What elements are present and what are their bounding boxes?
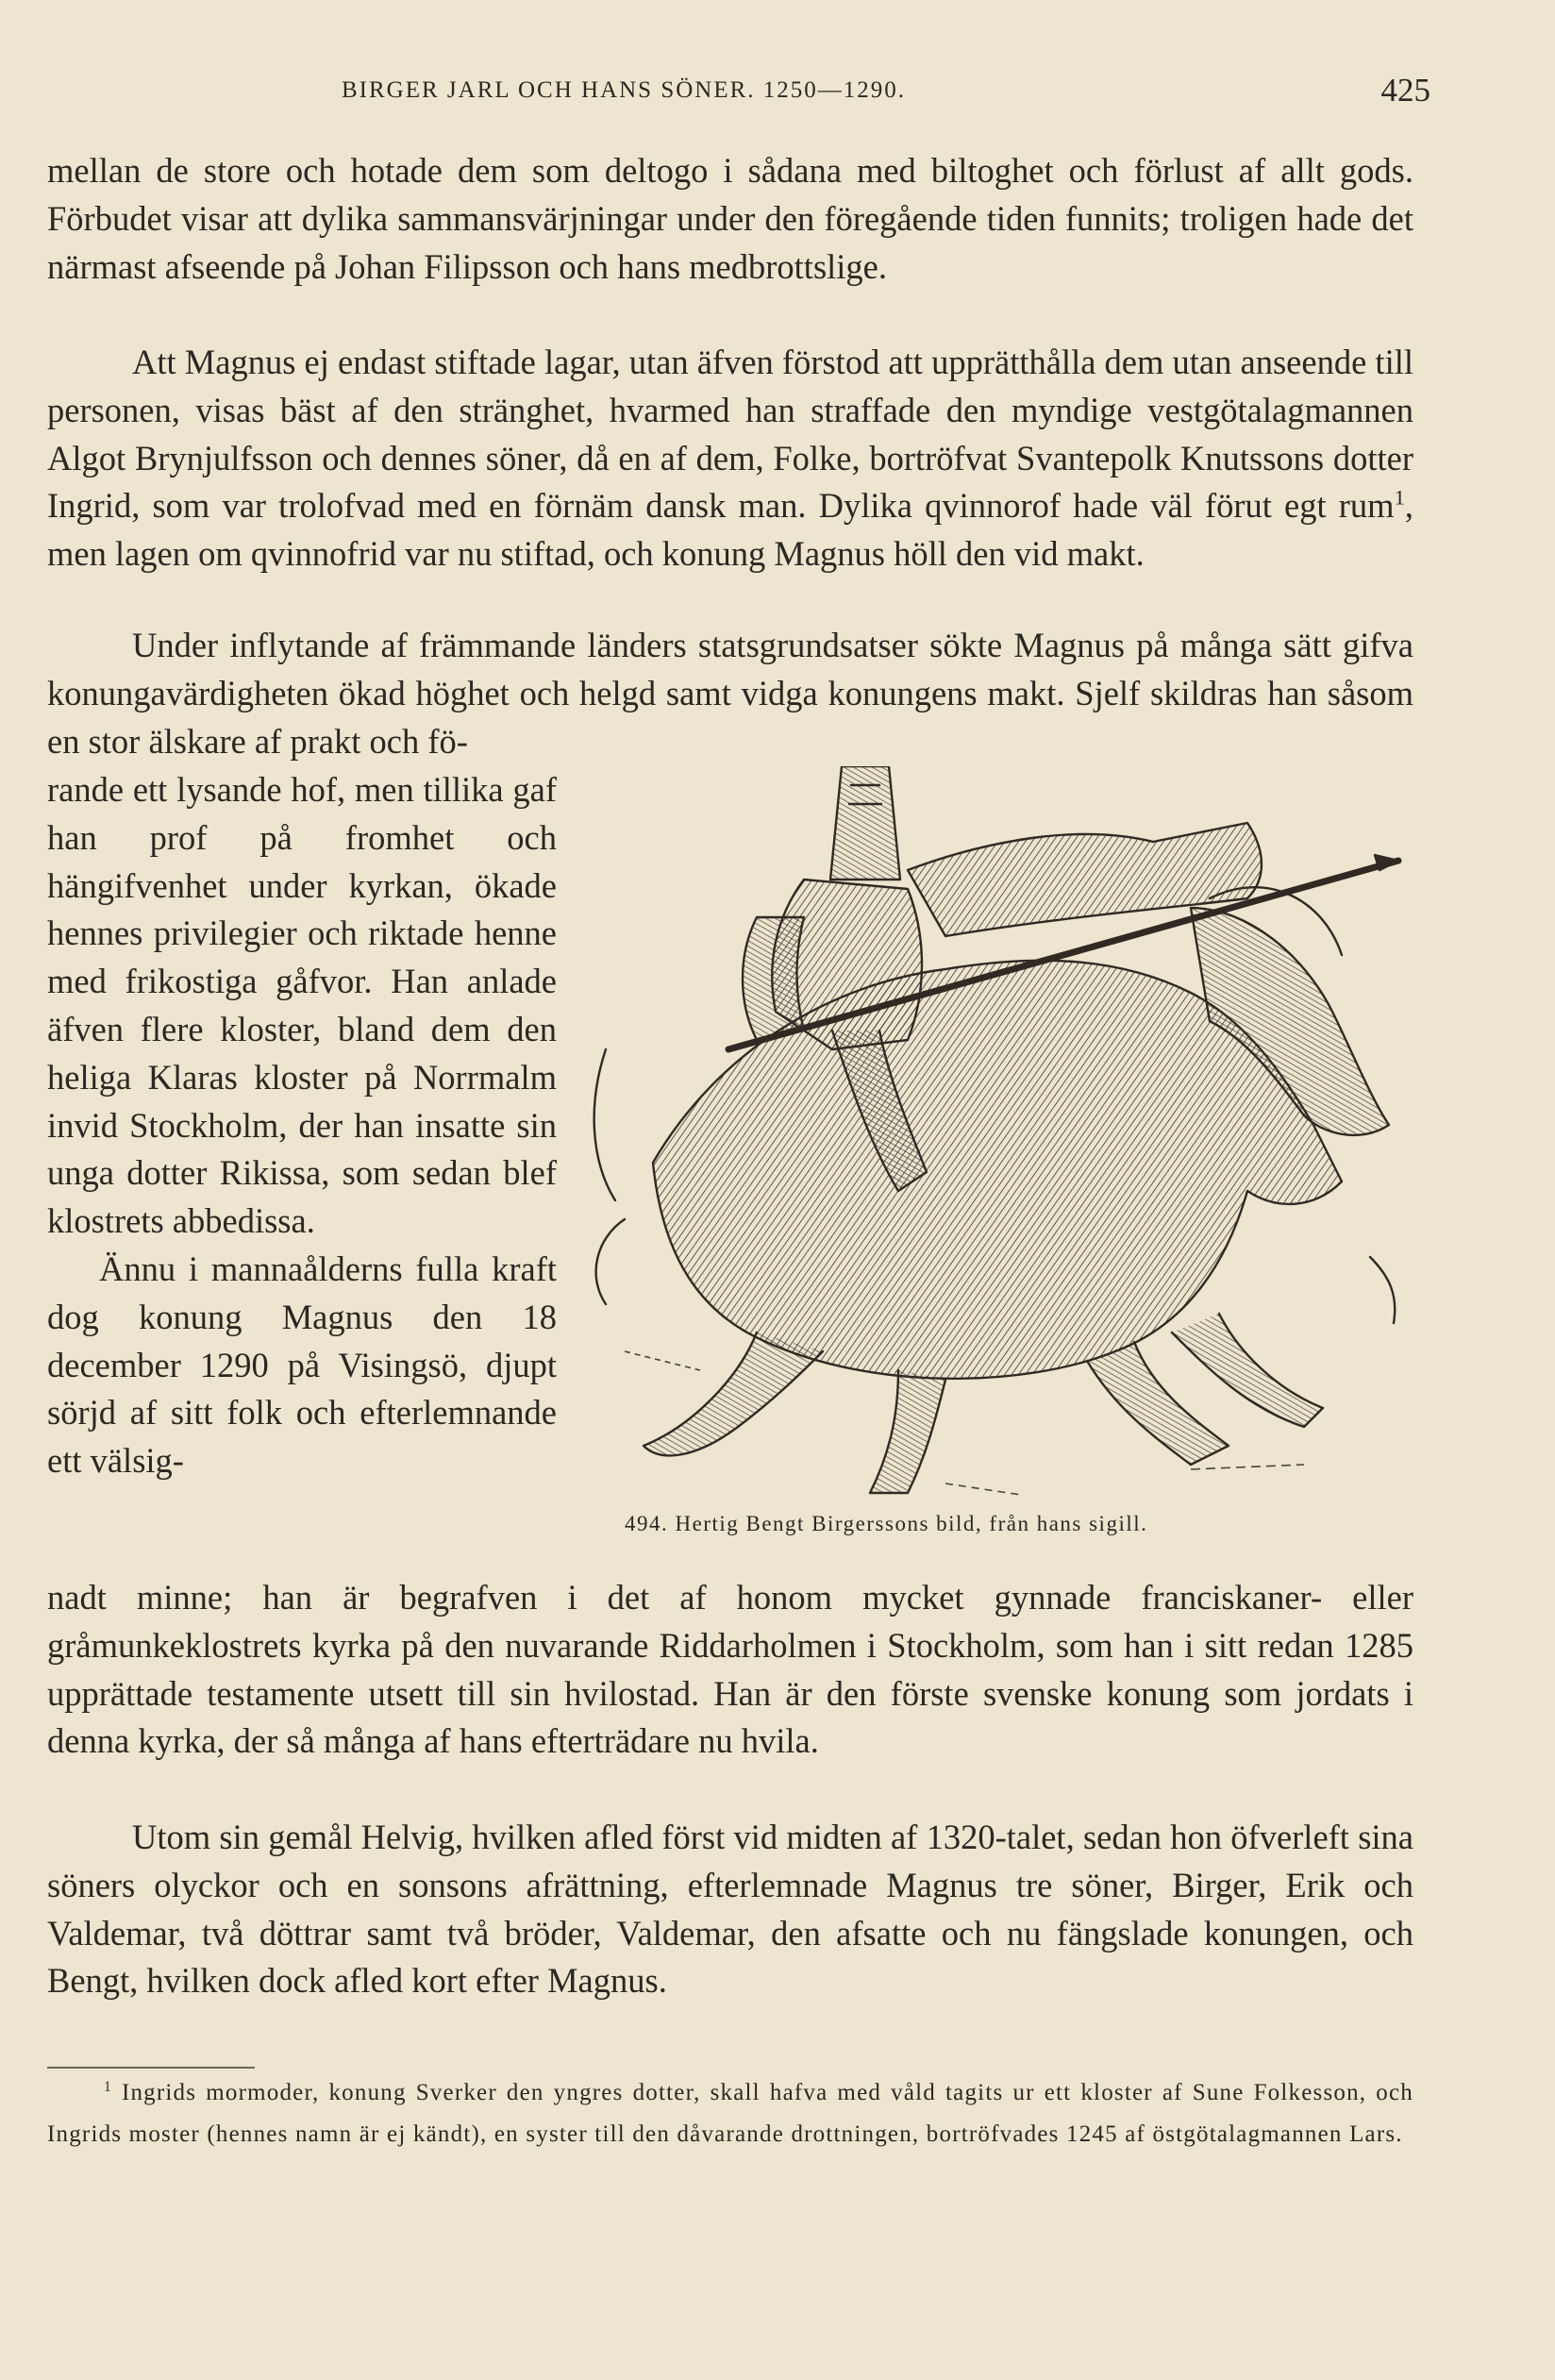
mounted-knight-icon [587,766,1423,1521]
paragraph-5: Utom sin gemål Helvig, hvilken afled först vid midten af 1320-talet, sedan hon öfverleft sina söners olyckor och en sonsons afrättning, efterlemnade Magnus tre söner, Birger, Erik och Valdemar, två döttrar samt två bröder, Valdemar, den afsatte och nu fängslade konungen, och Bengt, hvilken dock afled kort efter Magnus. [47,1818,1413,2001]
running-head [0,72,1555,115]
paragraph-1: mellan de store och hotade dem som deltogo i sådana med biltoghet och förlust af allt gods. Förbudet visar att dylika sammansvärjningar under den föregående tiden funnits; troligen hade det närmast afseende på Johan Filipsson och hans medbrottslige. [47,151,1413,286]
wrapped-text-column [47,766,557,1485]
footnote-rule [47,2067,255,2069]
paragraph-4-wrapped: Ännu i mannaålderns fulla kraft dog konung Magnus den 18 december 1290 på Visingsö, djupt sörjd af sitt folk och efterlemnande ett välsig- [47,1249,557,1481]
paragraph-3-wrapped: rande ett lysande hof, men tillika gaf han prof på fromhet och hängifvenhet under kyrkan, ökade hennes privilegier och riktade henne med frikostiga gåfvor. Han anlade äfven flere kloster, bland dem den heliga Klaras kloster på Norrmalm invid Stockholm, der han insatte sin unga dotter Rikissa, som sedan blef klostrets abbedissa. [47,770,557,1241]
figure-caption: 494. Hertig Bengt Birgerssons bild, från hans sigill. [625,1512,1148,1535]
figure-494 [587,766,1423,1578]
paragraph-2 [47,339,1413,578]
footnote-reference[interactable]: 1 [1394,485,1405,510]
paragraph-2-text-a: Att Magnus ej endast stiftade lagar, utan äfven förstod att upprätthålla dem utan anseende till personen, visas bäst af den stränghet, hvarmed han straffade den myndige vestgötalagmannen Algot Brynjulfsson och dennes söner, då en af dem, Folke, bortröfvat Svantepolk Knutssons dotter Ingrid, som var trolofvad med en förnäm dansk man. Dylika qvinnorof hade väl förut egt rum [47,343,1413,526]
footnote [47,2072,1413,2155]
paragraph-4-full-width: nadt minne; han är begrafven i det af honom mycket gynnade franciskaner- eller gråmunkeklostrets kyrka på den nuvarande Riddarholmen i Stockholm, som han i sitt redan 1285 upprättade testamente utsett till sin hvilostad. Han är den förste svenske konung som jordats i denna kyrka, der så många af hans efterträdare nu hvila. [47,1578,1413,1761]
page-number: 425 [1380,72,1430,109]
paragraph-3-full-width: Under inflytande af främmande länders statsgrundsatser sökte Magnus på många sätt gifva konungavärdigheten ökad höghet och helgd samt vidga konungens makt. Sjelf skildras han såsom en stor älskare af prakt och fö- [47,626,1413,761]
paragraph-2-text-b: , men lagen om qvinnofrid var nu stiftad, och konung Magnus höll den vid makt. [47,486,1413,574]
running-title: BIRGER JARL OCH HANS SÖNER. 1250—1290. [342,77,907,103]
footnote-text: Ingrids mormoder, konung Sverker den yngres dotter, skall hafva med våld tagits ur ett kloster af Sune Folkesson, och Ingrids moster (hennes namn är ej kändt), en syster till den dåvarande drottningen, bortröfvades 1245 af östgötalagmannen Lars. [47,2080,1413,2147]
footnote-marker: 1 [104,2078,112,2095]
